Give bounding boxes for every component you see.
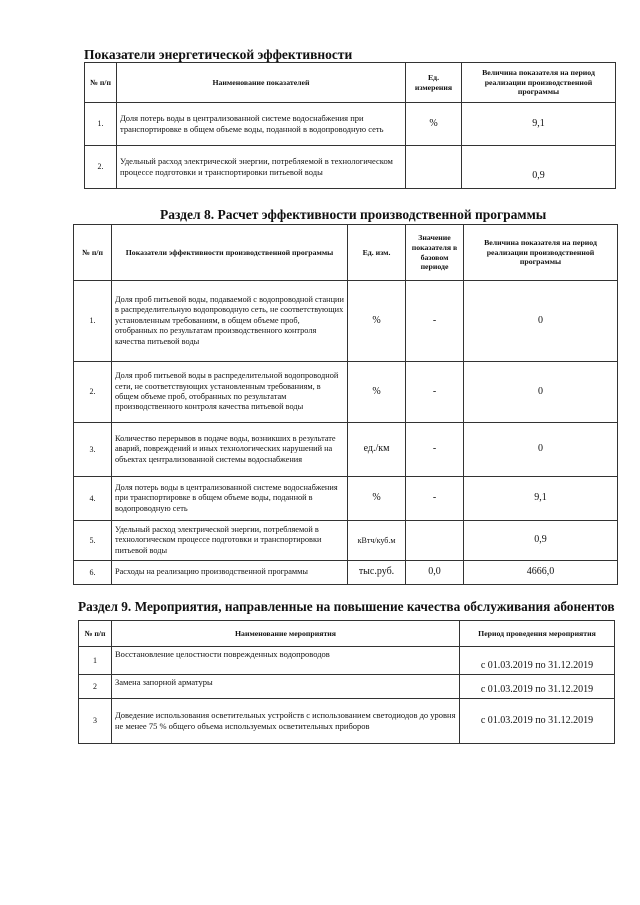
row-unit: %	[348, 281, 406, 362]
table-row	[79, 699, 615, 744]
row-value: 4666,0	[464, 561, 618, 585]
section9-header-num: № п/п	[79, 621, 112, 647]
table-row	[74, 423, 618, 477]
section8-header-value: Величина показателя на период реализации производственной программы	[464, 225, 618, 281]
table-row	[74, 281, 618, 362]
section9-header-name: Наименование мероприятия	[112, 621, 460, 647]
row-unit: кВтч/куб.м	[348, 521, 406, 561]
table-row	[85, 146, 616, 189]
row-base: 0,0	[406, 561, 464, 585]
table-row	[79, 647, 615, 675]
table-row	[74, 477, 618, 521]
row-num: 2.	[74, 362, 112, 423]
energy-table	[84, 62, 616, 189]
row-name: Удельный расход электрической энергии, потребляемой в технологическом процессе подготовки и транспортировки питьевой воды	[112, 521, 348, 561]
section9-title: Раздел 9. Мероприятия, направленные на повышение качества обслуживания абонентов	[78, 599, 615, 614]
row-name: Количество перерывов в подаче воды, возникших в результате аварий, повреждений и иных технологических нарушений на объектах централизованной системы водоснабжения	[112, 423, 348, 477]
row-unit: тыс.руб.	[348, 561, 406, 585]
row-name: Доля потерь воды в централизованной системе водоснабжения при транспортировке в общем объеме воды, поданной в водопроводную сеть	[117, 103, 406, 146]
row-name: Доля проб питьевой воды, подаваемой с водопроводной станции в распределительную водопроводную сеть, не соответствующих установленным требованиям, в общем объеме проб, отобранных по результатам производственного контроля качества питьевой воды	[112, 281, 348, 362]
section9-header-row	[79, 621, 615, 647]
section9-header-period: Период проведения мероприятия	[460, 621, 615, 647]
section8-header-unit: Ед. изм.	[348, 225, 406, 281]
section8-title: Раздел 8. Расчет эффективности производственной программы	[160, 207, 547, 222]
table-row	[74, 561, 618, 585]
energy-header-value: Величина показателя на период реализации производственной программы	[462, 63, 616, 103]
section8-table	[73, 224, 618, 585]
energy-header-name: Наименование показателей	[117, 63, 406, 103]
row-num: 5.	[74, 521, 112, 561]
row-value: 9,1	[462, 103, 616, 146]
row-unit: ед./км	[348, 423, 406, 477]
row-value: 0	[464, 423, 618, 477]
row-name: Замена запорной арматуры	[112, 675, 460, 699]
row-unit: %	[406, 103, 462, 146]
row-base: -	[406, 423, 464, 477]
row-num: 2.	[85, 146, 117, 189]
row-name: Расходы на реализацию производственной программы	[112, 561, 348, 585]
row-unit: %	[348, 362, 406, 423]
table-row	[74, 521, 618, 561]
row-num: 1	[79, 647, 112, 675]
section8-header-name: Показатели эффективности производственной программы	[112, 225, 348, 281]
row-period: с 01.03.2019 по 31.12.2019	[460, 699, 615, 744]
table-row	[85, 103, 616, 146]
section8-header-row	[74, 225, 618, 281]
energy-header-row	[85, 63, 616, 103]
row-num: 6.	[74, 561, 112, 585]
row-value: 0	[464, 281, 618, 362]
section8-header-num: № п/п	[74, 225, 112, 281]
energy-title: Показатели энергетической эффективности	[84, 47, 353, 62]
row-period: с 01.03.2019 по 31.12.2019	[460, 675, 615, 699]
row-base	[406, 521, 464, 561]
row-value: 0,9	[464, 521, 618, 561]
row-unit: %	[348, 477, 406, 521]
row-value: 9,1	[464, 477, 618, 521]
row-num: 3	[79, 699, 112, 744]
energy-header-unit: Ед. измерения	[406, 63, 462, 103]
row-period: с 01.03.2019 по 31.12.2019	[460, 647, 615, 675]
row-name: Удельный расход электрической энергии, потребляемой в технологическом процессе подготовки и транспортировки питьевой воды	[117, 146, 406, 189]
section9-table	[78, 620, 615, 744]
row-name: Восстановление целостности поврежденных водопроводов	[112, 647, 460, 675]
row-name: Доведение использования осветительных устройств с использованием светодиодов до уровня не менее 75 % общего объема используемых осветительных приборов	[112, 699, 460, 744]
table-row	[79, 675, 615, 699]
energy-header-num: № п/п	[85, 63, 117, 103]
row-base: -	[406, 281, 464, 362]
table-row	[74, 362, 618, 423]
row-base: -	[406, 362, 464, 423]
row-num: 1.	[85, 103, 117, 146]
row-unit	[406, 146, 462, 189]
row-num: 4.	[74, 477, 112, 521]
row-name: Доля проб питьевой воды в распределительной водопроводной сети, не соответствующих установленным требованиям, в общем объеме проб, отобранных по результатам производственного контроля качества питьевой воды	[112, 362, 348, 423]
row-num: 2	[79, 675, 112, 699]
row-base: -	[406, 477, 464, 521]
row-value: 0	[464, 362, 618, 423]
row-num: 1.	[74, 281, 112, 362]
row-num: 3.	[74, 423, 112, 477]
row-name: Доля потерь воды в централизованной системе водоснабжения при транспортировке в общем объеме воды, поданной в водопроводную сеть	[112, 477, 348, 521]
section8-header-base: Значение показателя в базовом периоде	[406, 225, 464, 281]
row-value: 0,9	[462, 146, 616, 189]
